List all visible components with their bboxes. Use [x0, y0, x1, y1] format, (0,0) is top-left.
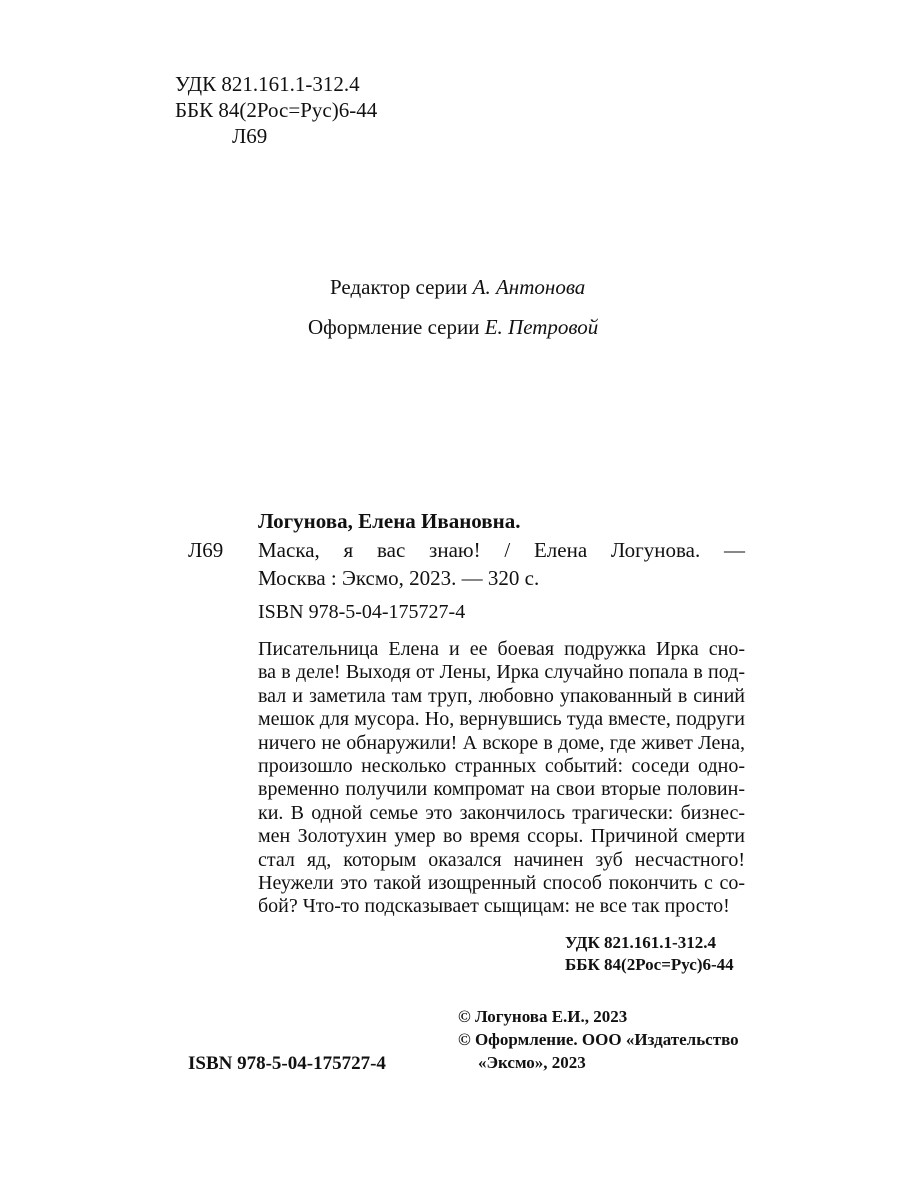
annotation-line: стал яд, которым оказался начинен зуб несчастного!	[258, 848, 745, 871]
annotation	[258, 638, 745, 919]
annotation-line: вал и заметила там труп, любовно упакованный в синий	[258, 684, 745, 707]
annotation-line: Писательница Елена и ее боевая подружка Ирка сно-	[258, 638, 745, 660]
annotation-line: Неужели это такой изощренный способ покончить с со-	[258, 871, 745, 894]
annotation-line: временно получили компромат на свои вторые половин-	[258, 778, 745, 801]
udk-code-bottom: УДК 821.161.1-312.4	[565, 933, 716, 952]
author-mark-top: Л69	[232, 124, 268, 148]
bbk-code-bottom: ББК 84(2Рос=Рус)6-44	[565, 955, 734, 974]
annotation-line: ки. В одной семье это закончилось трагически: бизнес-	[258, 801, 745, 824]
copyright-publisher: «Эксмо», 2023	[478, 1053, 586, 1072]
series-editor-name: А. Антонова	[472, 275, 586, 299]
annotation-line: ничего не обнаружили! А вскоре в доме, где живет Лена,	[258, 731, 745, 754]
copyright-author: © Логунова Е.И., 2023	[458, 1007, 628, 1026]
author-mark: Л69	[188, 538, 224, 562]
annotation-line: мен Золотухин умер во время ссоры. Причиной смерти	[258, 825, 745, 848]
isbn: ISBN 978-5-04-175727-4	[258, 601, 466, 623]
isbn-bottom: ISBN 978-5-04-175727-4	[188, 1053, 386, 1074]
series-editor-label: Редактор серии	[330, 275, 468, 299]
bbk-code-top: ББК 84(2Рос=Рус)6-44	[175, 98, 378, 122]
annotation-line: ва в деле! Выходя от Лены, Ирка случайно попала в под-	[258, 661, 745, 684]
imprint-line: Москва : Эксмо, 2023. — 320 с.	[258, 566, 540, 590]
udk-code-top: УДК 821.161.1-312.4	[175, 72, 360, 96]
series-editor-credit	[330, 275, 585, 299]
annotation-line: мешок для мусора. Но, вернувшись туда вместе, подруги	[258, 708, 745, 731]
series-design-credit	[308, 315, 598, 339]
author-heading: Логунова, Елена Ивановна.	[258, 509, 521, 533]
series-design-name: Е. Петровой	[484, 315, 599, 339]
annotation-line: бой? Что-то подсказывает сыщицам: не все так просто!	[258, 895, 730, 918]
annotation-line: произошло несколько странных событий: соседи одно-	[258, 754, 745, 777]
title-line: Маска, я вас знаю! / Елена Логунова. —	[258, 538, 745, 562]
copyright-design: © Оформление. ООО «Издательство	[458, 1030, 739, 1049]
series-design-label: Оформление серии	[308, 315, 480, 339]
